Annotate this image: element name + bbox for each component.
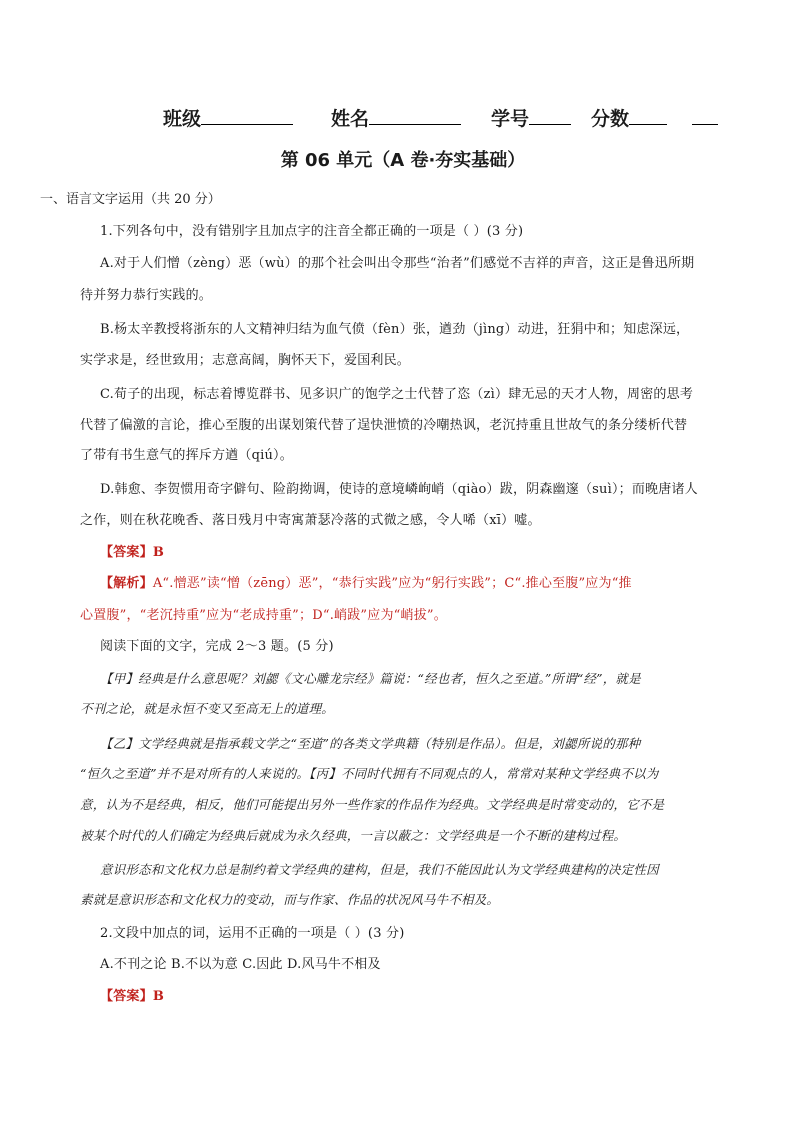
q1-answer (100, 541, 164, 560)
q2-answer (100, 985, 164, 1004)
section-heading: 一、语言文字运用（共 20 分） (40, 192, 221, 207)
id-label: 学号 (491, 108, 530, 130)
student-info-header (163, 104, 718, 131)
name-field (331, 104, 461, 131)
page-title: 第 06 单元（A 卷·夯实基础） (280, 150, 526, 171)
q1-option-c-line2: 代替了偏激的言论，推心至腹的出谋划策代替了逞快泄愤的冷嘲热讽，老沉持重且世故气的条分缕析代替 (80, 418, 688, 433)
q2-answer-label: 【答案】 (100, 989, 153, 1004)
q1-option-c-line3: 了带有书生意气的挥斥方遒（qiú）。 (80, 448, 293, 463)
passage-yi-line2: “恒久之至道”并不是对所有的人来说的。【丙】不同时代拥有不同观点的人，常常对某种文学经典不以为 (80, 766, 659, 781)
q2-options: A.不刊之论 B.不以为意 C.因此 D.风马牛不相及 (100, 957, 381, 972)
passage-p3-line1: 意识形态和文化权力总是制约着文学经典的建构，但是，我们不能因此认为文学经典建构的决定性因 (100, 862, 659, 877)
q1-option-d-line1: D.韩愈、李贺惯用奇字僻句、险韵拗调，使诗的意境嶙峋峭（qiào）跋，阴森幽邃（suì）；而晚唐诸人 (100, 482, 698, 497)
name-blank[interactable] (369, 106, 461, 125)
analysis-text-1: A“.憎恶”读“憎（zēng）恶”，“恭行实践”应为“躬行实践”；C“.推心至腹”应为“推 (152, 576, 632, 591)
q1-analysis-line1 (100, 572, 632, 591)
class-label: 班级 (163, 108, 202, 130)
passage-yi-line4: 被某个时代的人们确定为经典后就成为永久经典，一言以蔽之：文学经典是一个不断的建构过程。 (80, 828, 627, 843)
q1-stem: 1.下列各句中，没有错别字且加点字的注音全都正确的一项是（ ）(3 分) (100, 224, 524, 239)
q1-option-d-line2: 之作，则在秋花晚香、落日残月中寄寓萧瑟冷落的式微之感，令人唏（xī）嘘。 (80, 513, 541, 528)
passage-p3-line2: 素就是意识形态和文化权力的变动，而与作家、作品的状况风马牛不相及。 (80, 892, 500, 907)
q1-option-a-line2: 待并努力恭行实践的。 (80, 288, 213, 303)
id-field (491, 104, 571, 131)
analysis-label: 【解析】 (100, 576, 153, 591)
q2-stem: 2.文段中加点的词，运用不正确的一项是（ ）(3 分) (100, 926, 405, 941)
name-label: 姓名 (331, 108, 370, 130)
score-field (591, 104, 718, 131)
answer-value: B (152, 545, 165, 560)
q1-analysis-line2: 心置腹”，“老沉持重”应为“老成持重”；D“.峭跋”应为“峭拔”。 (80, 608, 447, 623)
q1-option-c-line1: C.荀子的出现，标志着博览群书、见多识广的饱学之士代替了恣（zì）肆无忌的天才人物，周密的思考 (100, 387, 694, 402)
answer-label: 【答案】 (100, 545, 153, 560)
reading-intro: 阅读下面的文字，完成 2～3 题。(5 分) (100, 639, 334, 654)
q2-answer-value: B (152, 989, 165, 1004)
score-blank-2[interactable] (692, 106, 718, 125)
score-blank[interactable] (629, 106, 667, 125)
q1-option-b-line2: 实学求是，经世致用；志意高阔，胸怀天下，爱国利民。 (80, 353, 411, 368)
passage-yi-line3: 意，认为不是经典，相反，他们可能提出另外一些作家的作品作为经典。文学经典是时常变动的，它不是 (80, 797, 665, 812)
q1-option-a-line1: A.对于人们憎（zèng）恶（wù）的那个社会叫出令那些“治者”们感觉不吉祥的声音，这正是鲁迅所期 (100, 256, 695, 271)
score-label: 分数 (591, 108, 630, 130)
class-field (163, 104, 293, 131)
passage-jia-line1: 【甲】经典是什么意思呢？刘勰《文心雕龙宗经》篇说：“经也者，恒久之至道。”所谓“经”，就是 (100, 671, 641, 686)
id-blank[interactable] (529, 106, 571, 125)
passage-jia-line2: 不刊之论，就是永恒不变又至高无上的道理。 (80, 701, 335, 716)
q1-option-b-line1: B.杨太辛教授将浙东的人文精神归结为血气偾（fèn）张，遒劲（jìng）动进，狂狷中和；知虑深远， (100, 322, 690, 337)
class-blank[interactable] (201, 106, 293, 125)
passage-yi-line1: 【乙】文学经典就是指承载文学之“至道”的各类文学典籍（特别是作品）。但是，刘勰所说的那种 (100, 736, 641, 751)
